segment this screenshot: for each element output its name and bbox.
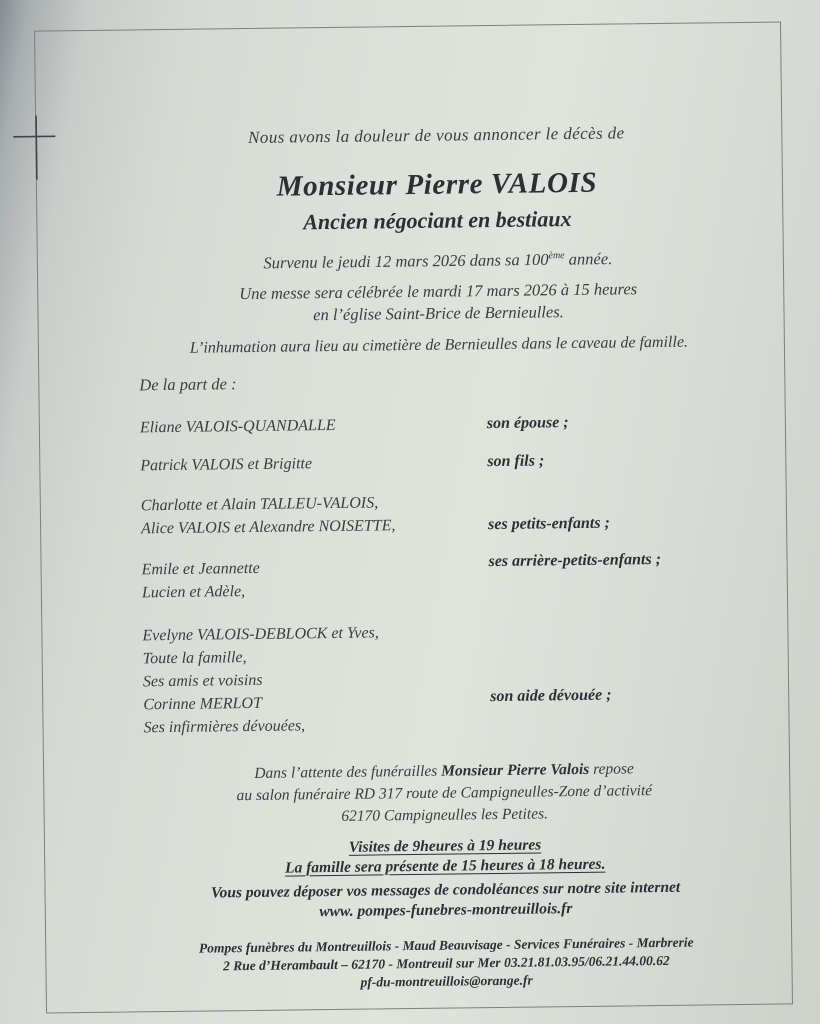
family-member-line: Evelyne VALOIS-DEBLOCK et Yves, — [142, 623, 379, 644]
family-presence-line: La famille sera présente de 15 heures à 18 heures. — [284, 855, 606, 877]
family-member-line: Charlotte et Alain TALLEU-VALOIS, — [140, 493, 379, 514]
relation-label: son fils ; — [487, 451, 545, 470]
family-group-grandchildren — [41, 486, 787, 541]
family-member-line: Emile et Jeannette — [141, 559, 260, 578]
wake-line-1-prefix: Dans l’attente des funérailles — [254, 762, 442, 782]
family-group-son — [40, 446, 785, 478]
wake-line-1-suffix: repose — [589, 759, 634, 778]
deceased-name: Monsieur Pierre VALOIS — [276, 166, 598, 203]
family-member-line: Corinne MERLOT — [143, 694, 263, 713]
family-member-line: Toute la famille, — [142, 648, 247, 667]
relation-label: ses petits-enfants ; — [487, 514, 610, 533]
family-group-great-grandchildren — [41, 550, 787, 605]
wake-line-2: au salon funéraire RD 317 route de Campigneulles-Zone d’activité — [236, 781, 653, 804]
family-member-line: Patrick VALOIS et Brigitte — [140, 454, 313, 474]
intro-line: Nous avons la douleur de vous annoncer le décès de — [247, 123, 625, 147]
from-heading: De la part de : — [139, 373, 237, 394]
family-group-spouse — [40, 408, 785, 440]
family-member-line: Ses amis et voisins — [142, 671, 263, 690]
death-date-text: Survenu le jeudi 12 mars 2026 dans sa 100 — [263, 249, 549, 273]
wake-block — [99, 756, 790, 830]
funeral-home-footer — [101, 932, 792, 994]
condolence-website: www. pompes-funebres-montreuillois.fr — [319, 899, 573, 920]
wake-line-3: 62170 Campigneulles les Petites. — [341, 804, 549, 825]
family-group-others — [42, 616, 788, 740]
death-date-superscript: ème — [548, 250, 565, 262]
death-date-suffix: année. — [564, 249, 613, 269]
card-frame — [34, 21, 793, 1013]
relation-label: son aide dévouée ; — [490, 686, 612, 705]
burial-line: L’inhumation aura lieu au cimetière de Bernieulles dans le caveau de famille. — [189, 333, 689, 357]
condolence-message-line: Vous pouvez déposer vos messages de condoléances sur notre site internet — [210, 878, 681, 902]
deceased-profession: Ancien négociant en bestiaux — [303, 206, 572, 235]
visits-hours-line: Visites de 9heures à 19 heures — [348, 835, 542, 856]
funeral-home-name: Pompes funèbres du Montreuillois - Maud Beauvisage - Services Funéraires - Marbrerie — [198, 934, 694, 956]
family-member-line: Eliane VALOIS-QUANDALLE — [139, 416, 336, 436]
family-member-line: Ses infirmières dévouées, — [143, 716, 306, 736]
family-member-line: Lucien et Adèle, — [141, 582, 246, 601]
relation-label: son épouse ; — [486, 413, 569, 432]
wake-line-1-name: Monsieur Pierre Valois — [441, 760, 590, 780]
mass-line-1: Une messe sera célébrée le mardi 17 mars 2026 à 15 heures — [239, 278, 638, 303]
family-member-line: Alice VALOIS et Alexandre NOISETTE, — [141, 516, 396, 537]
funeral-home-address-phone: 2 Rue d’Herambault – 62170 - Montreuil sur Mer 03.21.81.03.95/06.21.44.00.62 — [223, 952, 670, 973]
relation-label: ses arrière-petits-enfants ; — [488, 550, 662, 570]
funeral-home-email: pf-du-montreuillois@orange.fr — [360, 972, 533, 990]
card-content — [35, 22, 792, 1012]
death-date-line — [93, 242, 783, 276]
mass-line-2: en l’église Saint-Brice de Bernieulles. — [313, 301, 564, 324]
